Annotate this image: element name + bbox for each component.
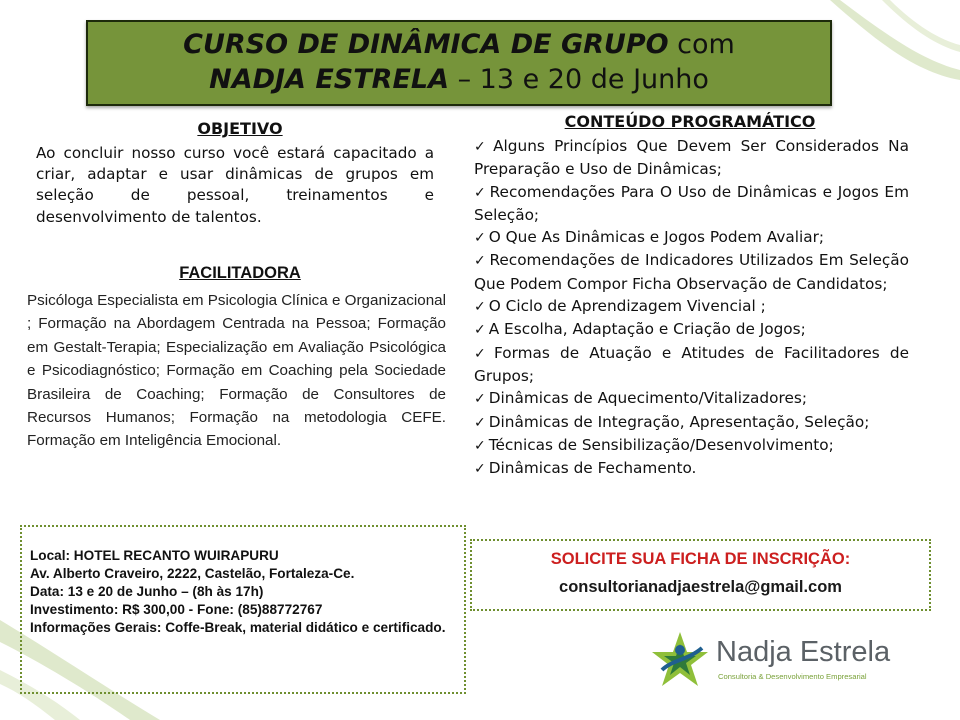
- facilitator-name: NADJA ESTRELA: [209, 64, 449, 95]
- list-item: ✓ O Que As Dinâmicas e Jogos Podem Avaliar;: [474, 228, 825, 247]
- check-icon: ✓: [474, 461, 486, 478]
- list-item: ✓ Recomendações Para O Uso de Dinâmicas e Jogos Em Seleção;: [474, 182, 909, 224]
- title-connector: com: [668, 29, 735, 60]
- list-item: ✓ Alguns Princípios Que Devem Ser Considerados Na Preparação e Uso de Dinâmicas;: [474, 137, 909, 179]
- list-item: ✓ Recomendações de Indicadores Utilizados Em Seleção Que Podem Compor Ficha Observação de Candidatos;: [474, 251, 909, 293]
- check-icon: ✓: [474, 184, 487, 201]
- top-corner-decoration: [820, 0, 960, 120]
- check-icon: ✓: [474, 139, 491, 155]
- check-icon: ✓: [474, 230, 486, 247]
- contact-email-link[interactable]: consultorianadjaestrela@gmail.com: [559, 578, 842, 596]
- logo-subtitle: Consultoria & Desenvolvimento Empresarial: [718, 672, 867, 681]
- conteudo-heading: CONTEÚDO PROGRAMÁTICO: [564, 112, 816, 131]
- conteudo-list: [474, 135, 909, 480]
- logo-name: Nadja Estrela: [716, 636, 891, 668]
- list-item: ✓ Formas de Atuação e Atitudes de Facilitadores de Grupos;: [474, 343, 909, 385]
- list-item: ✓ Dinâmicas de Integração, Apresentação, Seleção;: [474, 412, 870, 431]
- list-item: ✓ O Ciclo de Aprendizagem Vivencial ;: [474, 297, 766, 316]
- registration-title: SOLICITE SUA FICHA DE INSCRIÇÃO:: [550, 550, 851, 568]
- check-icon: ✓: [474, 437, 486, 454]
- event-address: Av. Alberto Craveiro, 2222, Castelão, Fortaleza-Ce.: [30, 566, 355, 581]
- event-general-info: Informações Gerais: Coffe-Break, material didático e certificado.: [30, 620, 446, 635]
- check-icon: ✓: [474, 391, 486, 408]
- event-price-phone: Investimento: R$ 300,00 - Fone: (85)88772767: [30, 602, 323, 617]
- event-location: Local: HOTEL RECANTO WUIRAPURU: [30, 548, 279, 563]
- check-icon: ✓: [474, 345, 492, 362]
- course-title: CURSO DE DINÂMICA DE GRUPO: [183, 29, 669, 60]
- list-item: ✓ Dinâmicas de Aquecimento/Vitalizadores;: [474, 389, 807, 408]
- check-icon: ✓: [474, 299, 486, 316]
- facilitadora-heading: FACILITADORA: [179, 264, 301, 282]
- check-icon: ✓: [474, 414, 486, 431]
- course-dates: – 13 e 20 de Junho: [449, 64, 709, 95]
- list-item: ✓ Técnicas de Sensibilização/Desenvolvimento;: [474, 435, 834, 454]
- objetivo-text: Ao concluir nosso curso você estará capacitado a criar, adaptar e usar dinâmicas de grupos em seleção de pessoal, treinamentos e desenvolvimento de talentos.: [36, 144, 434, 226]
- list-item: ✓ Dinâmicas de Fechamento.: [474, 459, 697, 478]
- list-item: ✓ A Escolha, Adaptação e Criação de Jogos;: [474, 320, 806, 339]
- check-icon: ✓: [474, 322, 486, 339]
- facilitadora-text: Psicóloga Especialista em Psicologia Clínica e Organizacional ; Formação na Abordagem Centrada na Pessoa; Formação em Gestalt-Terapia; Especialização em Avaliação Psicológica e Psicodiagnóstico; Formação em Coaching pela Sociedade Brasileira de Coaching; Formação de Consultores de Recursos Humanos; Formação na metodologia CEFE. Formação em Inteligência Emocional.: [27, 292, 446, 450]
- title-line-2: [88, 63, 830, 97]
- objetivo-heading: OBJETIVO: [197, 119, 283, 138]
- company-logo: [648, 630, 908, 690]
- event-info-box: [20, 525, 466, 694]
- check-icon: ✓: [474, 253, 487, 270]
- registration-box: [470, 539, 931, 611]
- title-banner: [86, 20, 832, 106]
- title-line-1: [88, 28, 830, 62]
- star-logo-icon: [648, 630, 712, 690]
- event-date: Data: 13 e 20 de Junho – (8h às 17h): [30, 584, 264, 599]
